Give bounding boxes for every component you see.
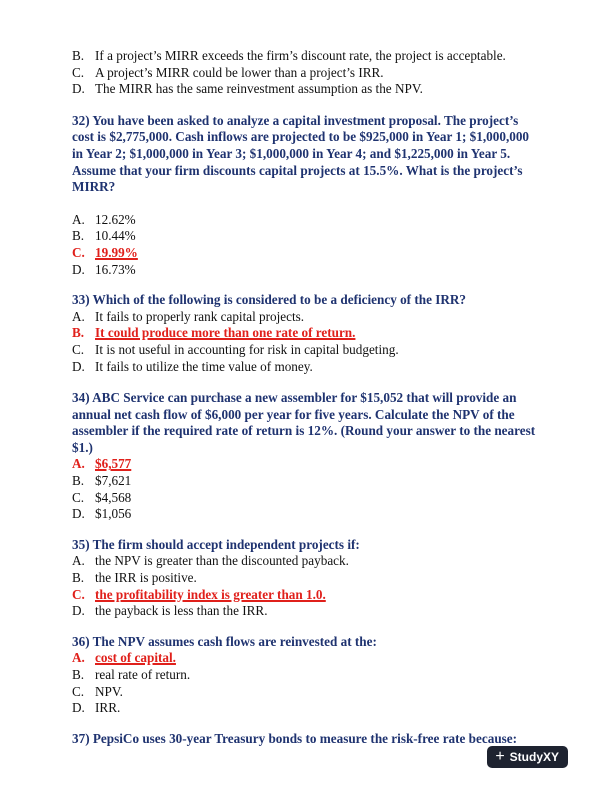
option-b: B. $7,621 <box>72 473 132 489</box>
option-b: B. 10.44% <box>72 228 136 244</box>
option-b: B. If a project’s MIRR exceeds the firm’s discount rate, the project is acceptable. <box>72 48 506 63</box>
option-d: D. 16.73% <box>72 261 136 277</box>
question-35 <box>72 537 572 620</box>
correct-answer-b: B. It could produce more than one rate of return. <box>72 325 356 341</box>
question-33-text: 33) Which of the following is considered to be a deficiency of the IRR? <box>72 292 467 308</box>
correct-answer-a: A. $6,577 <box>72 456 132 472</box>
option-a: A. 12.62% <box>72 211 136 227</box>
question-35-text: 35) The firm should accept independent projects if: <box>72 536 360 552</box>
question-32 <box>72 113 572 278</box>
question-32-text: 32) You have been asked to analyze a capital investment proposal. The project’s cost is $2,775,000. Cash inflows are projected to be $925,000 in Year 1; $1,000,000 in Year 2; $1,000,000 in Year 3; $1,000,000 in Year 4; and $1,225,000 in Year 5. Assume that your firm discounts capital projects at 15.5%. What is the project’s MIRR? <box>72 112 530 195</box>
option-a: A. the NPV is greater than the discounted payback. <box>72 553 349 569</box>
option-b: B. the IRR is positive. <box>72 570 197 586</box>
option-c: C. NPV. <box>72 683 123 699</box>
option-d: D. the payback is less than the IRR. <box>72 603 268 619</box>
question-33 <box>72 292 572 375</box>
correct-answer-a: A. cost of capital. <box>72 650 176 666</box>
option-c: C. A project’s MIRR could be lower than a project’s IRR. <box>72 64 384 80</box>
studyxy-badge[interactable] <box>487 746 568 768</box>
question-36-text: 36) The NPV assumes cash flows are reinvested at the: <box>72 633 377 649</box>
option-c: C. $4,568 <box>72 489 132 505</box>
document-page <box>72 48 572 747</box>
option-b: B. real rate of return. <box>72 667 191 682</box>
option-d: D. The MIRR has the same reinvestment assumption as the NPV. <box>72 81 423 97</box>
option-c: C. It is not useful in accounting for risk in capital budgeting. <box>72 341 399 357</box>
question-34-text: 34) ABC Service can purchase a new assembler for $15,052 that will provide an annual net cash flow of $6,000 per year for five years. Calculate the NPV of the assembler if the required rate of return is 12%. (Round your answer to the nearest $1.) <box>72 390 536 455</box>
option-d: D. IRR. <box>72 700 121 716</box>
correct-answer-c: C. 19.99% <box>72 244 138 260</box>
intro-options <box>72 48 572 98</box>
question-36 <box>72 634 572 717</box>
option-d: D. It fails to utilize the time value of money. <box>72 358 313 374</box>
option-a: A. It fails to properly rank capital projects. <box>72 308 305 324</box>
option-d: D. $1,056 <box>72 506 132 522</box>
question-37-text: 37) PepsiCo uses 30-year Treasury bonds to measure the risk-free rate because: <box>72 730 518 746</box>
correct-answer-c: C. the profitability index is greater than 1.0. <box>72 586 326 602</box>
plus-icon: + <box>495 748 505 765</box>
question-34 <box>72 390 572 523</box>
question-37 <box>72 731 572 748</box>
studyxy-label: StudyXY <box>509 750 559 764</box>
